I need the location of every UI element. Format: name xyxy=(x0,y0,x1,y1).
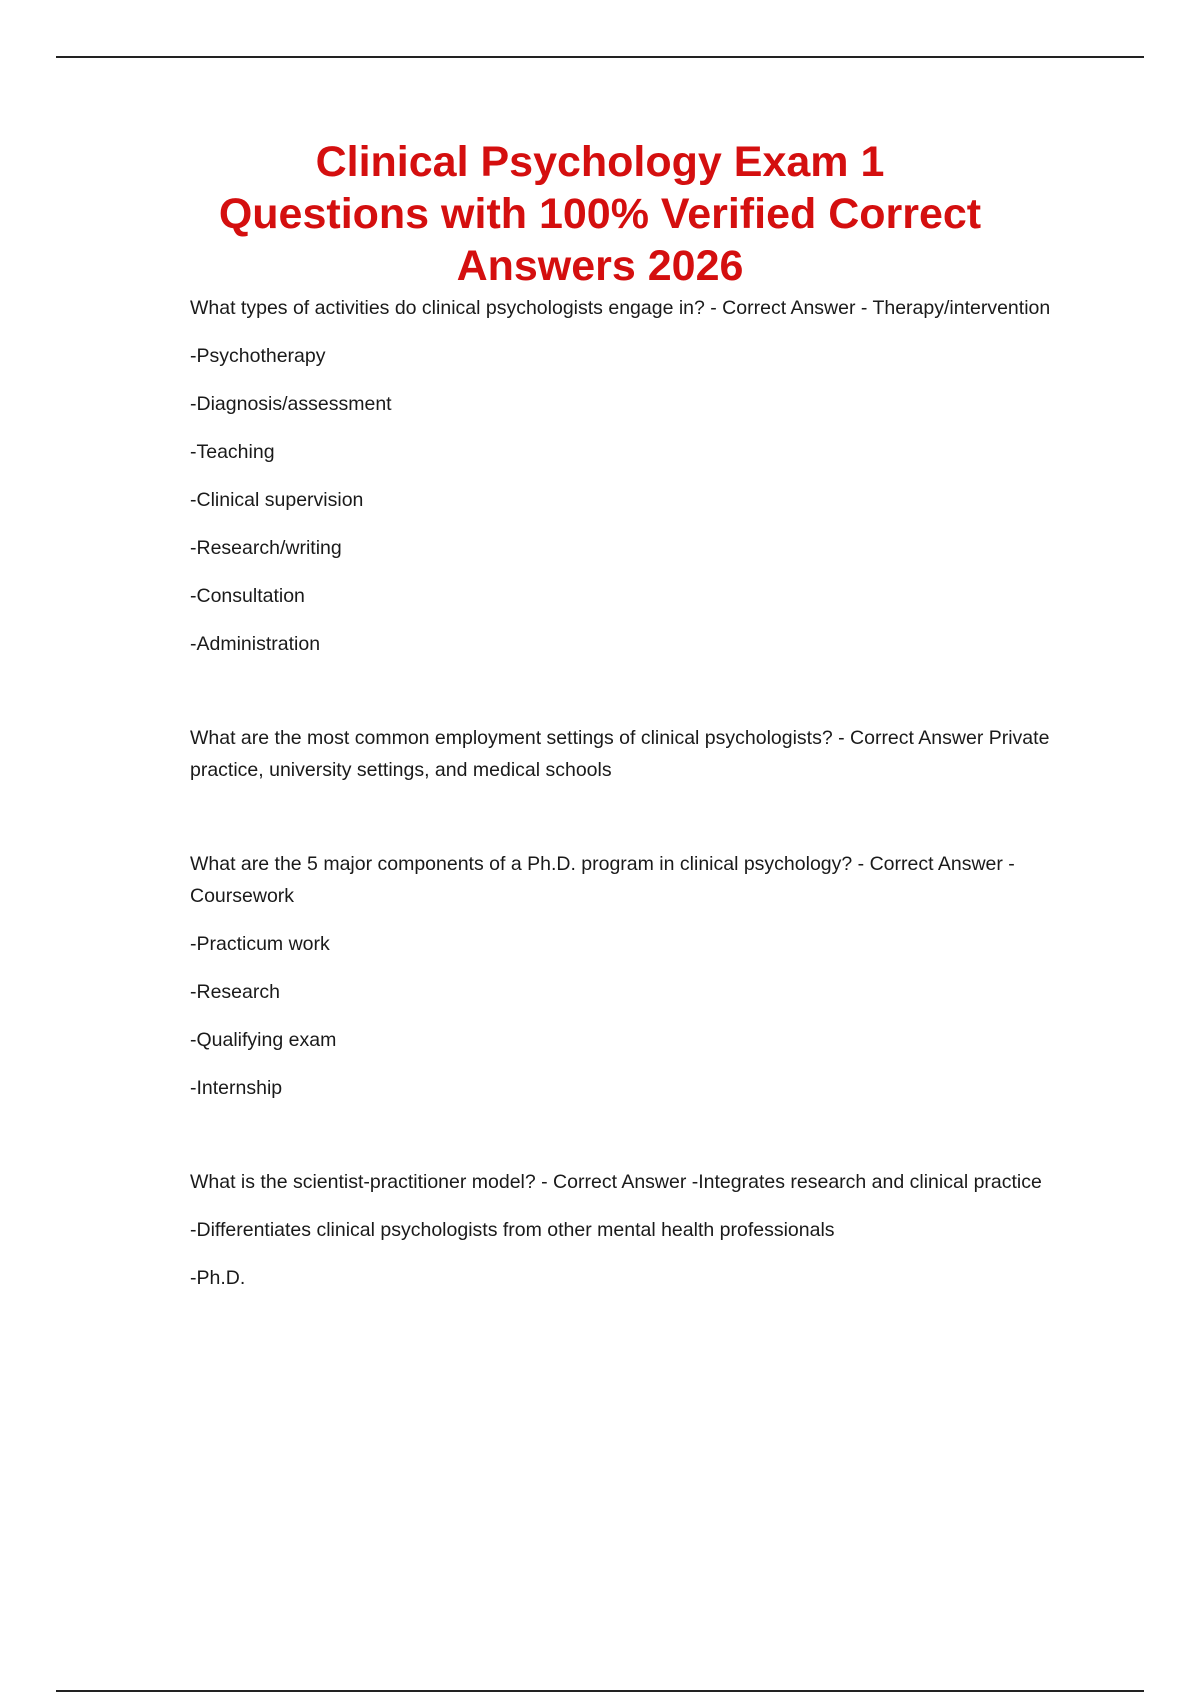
answer-item: -Clinical supervision xyxy=(190,489,364,511)
answer-item: -Psychotherapy xyxy=(190,345,326,367)
bottom-rule xyxy=(56,1690,1144,1692)
answer-item: -Diagnosis/assessment xyxy=(190,393,392,415)
document-body xyxy=(190,292,1070,1294)
question-paragraph: What are the 5 major components of a Ph.D. program in clinical psychology? - Correct Answer -Coursework xyxy=(190,853,1015,907)
document-title xyxy=(150,136,1050,292)
answer-item: -Consultation xyxy=(190,585,305,607)
top-rule xyxy=(56,56,1144,58)
question-paragraph: What types of activities do clinical psychologists engage in? - Correct Answer - Therapy/intervention xyxy=(190,297,1051,319)
title-line: Questions with 100% Verified Correct xyxy=(218,190,982,238)
answer-item: -Research xyxy=(190,981,280,1003)
answer-item: -Differentiates clinical psychologists from other mental health professionals xyxy=(190,1219,835,1241)
title-line: Answers 2026 xyxy=(456,242,744,290)
qa-block-2 xyxy=(190,722,1070,786)
answer-item: -Qualifying exam xyxy=(190,1029,337,1051)
answer-item: -Practicum work xyxy=(190,933,330,955)
answer-item: -Research/writing xyxy=(190,537,342,559)
answer-item: -Internship xyxy=(190,1077,283,1099)
question-paragraph: What are the most common employment settings of clinical psychologists? - Correct Answer Private practice, university settings, and medical schools xyxy=(190,727,1050,781)
answer-item: -Teaching xyxy=(190,441,275,463)
qa-block-3 xyxy=(190,848,1070,1104)
answer-item: -Administration xyxy=(190,633,321,655)
question-paragraph: What is the scientist-practitioner model? - Correct Answer -Integrates research and clinical practice xyxy=(190,1171,1042,1193)
qa-block-4 xyxy=(190,1166,1070,1294)
qa-block-1 xyxy=(190,292,1070,660)
answer-item: -Ph.D. xyxy=(190,1267,246,1289)
title-line: Clinical Psychology Exam 1 xyxy=(315,138,885,186)
